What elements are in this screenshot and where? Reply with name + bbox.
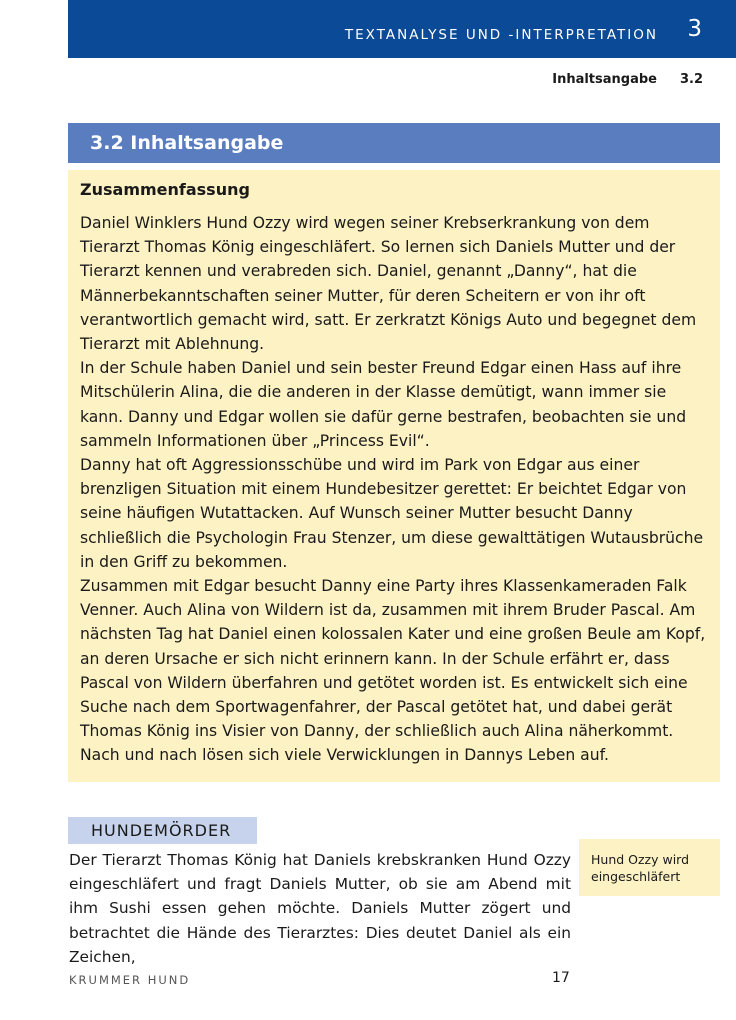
margin-note: Hund Ozzy wird eingeschläfert [591,852,690,884]
page-number: 17 [552,970,570,986]
running-section-number: 3.2 [679,72,703,87]
summary-text [80,211,710,768]
chapter-number: 3 [687,16,702,42]
summary-paragraph: In der Schule haben Daniel und sein bester Freund Edgar einen Hass auf ihre Mitschülerin Alina, die die anderen in der Klasse demütigt, wann immer sie kann. Danny und Edgar wollen sie dafür gerne bestrafen, beobachten sie und sammeln Informationen über „Princess Evil“. [80,359,687,450]
footer-book-title: KRUMMER HUND [69,973,191,987]
running-section-title: Inhaltsangabe [552,72,657,87]
summary-paragraph: Daniel Winklers Hund Ozzy wird wegen seiner Krebserkrankung von dem Tierarzt Thomas König eingeschläfert. So lernen sich Daniels Mutter und der Tierarzt kennen und verabreden sich. Daniel, genannt „Danny“, hat die Männerbekanntschaften seiner Mutter, für deren Scheitern er von ihr oft verantwortlich gemacht wird, satt. Er zerkratzt Königs Auto und begegnet dem Tierarzt mit Ablehnung. [80,214,697,354]
chapter-header-bar [68,0,736,58]
subsection-heading-box [68,817,257,844]
body-paragraph: Der Tierarzt Thomas König hat Daniels krebskranken Hund Ozzy eingeschläfert und fragt Daniels Mutter, ob sie am Abend mit ihm Sushi essen gehen möchte. Daniels Mutter zögert und betrachtet die Hände des Tierarztes: Dies deutet Daniel als ein Zeichen, [69,851,571,966]
chapter-title: TEXTANALYSE UND -INTERPRETATION [344,27,658,43]
summary-paragraph: Zusammen mit Edgar besucht Danny eine Party ihres Klassenkameraden Falk Venner. Auch Alina von Wildern ist da, zusammen mit ihrem Bruder Pascal. Am nächsten Tag hat Daniel einen kolossalen Kater und eine großen Beule am Kopf, an deren Ursache er sich nicht erinnern kann. In der Schule erfährt er, dass Pascal von Wildern überfahren und getötet worden ist. Es entwickelt sich eine Suche nach dem Sportwagenfahrer, der Pascal getötet hat, und dabei gerät Thomas König ins Visier von Danny, der schließlich auch Alina näherkommt. Nach und nach lösen sich viele Verwicklungen in Dannys Leben auf. [80,577,706,765]
summary-paragraph: Danny hat oft Aggressionsschübe und wird im Park von Edgar aus einer brenzligen Situation mit einem Hundebesitzer gerettet: Er beichtet Edgar von seine häufigen Wutattacken. Auf Wunsch seiner Mutter besucht Danny schließlich die Psychologin Frau Stenzer, um diese gewalttätigen Wutausbrüche in den Griff zu bekommen. [80,456,704,571]
summary-title: Zusammenfassung [80,180,250,199]
section-heading-bar [68,123,720,163]
subsection-heading: HUNDEMÖRDER [91,821,232,840]
body-text [69,848,571,969]
section-heading: 3.2 Inhaltsangabe [90,132,284,154]
margin-note-box [579,839,720,896]
